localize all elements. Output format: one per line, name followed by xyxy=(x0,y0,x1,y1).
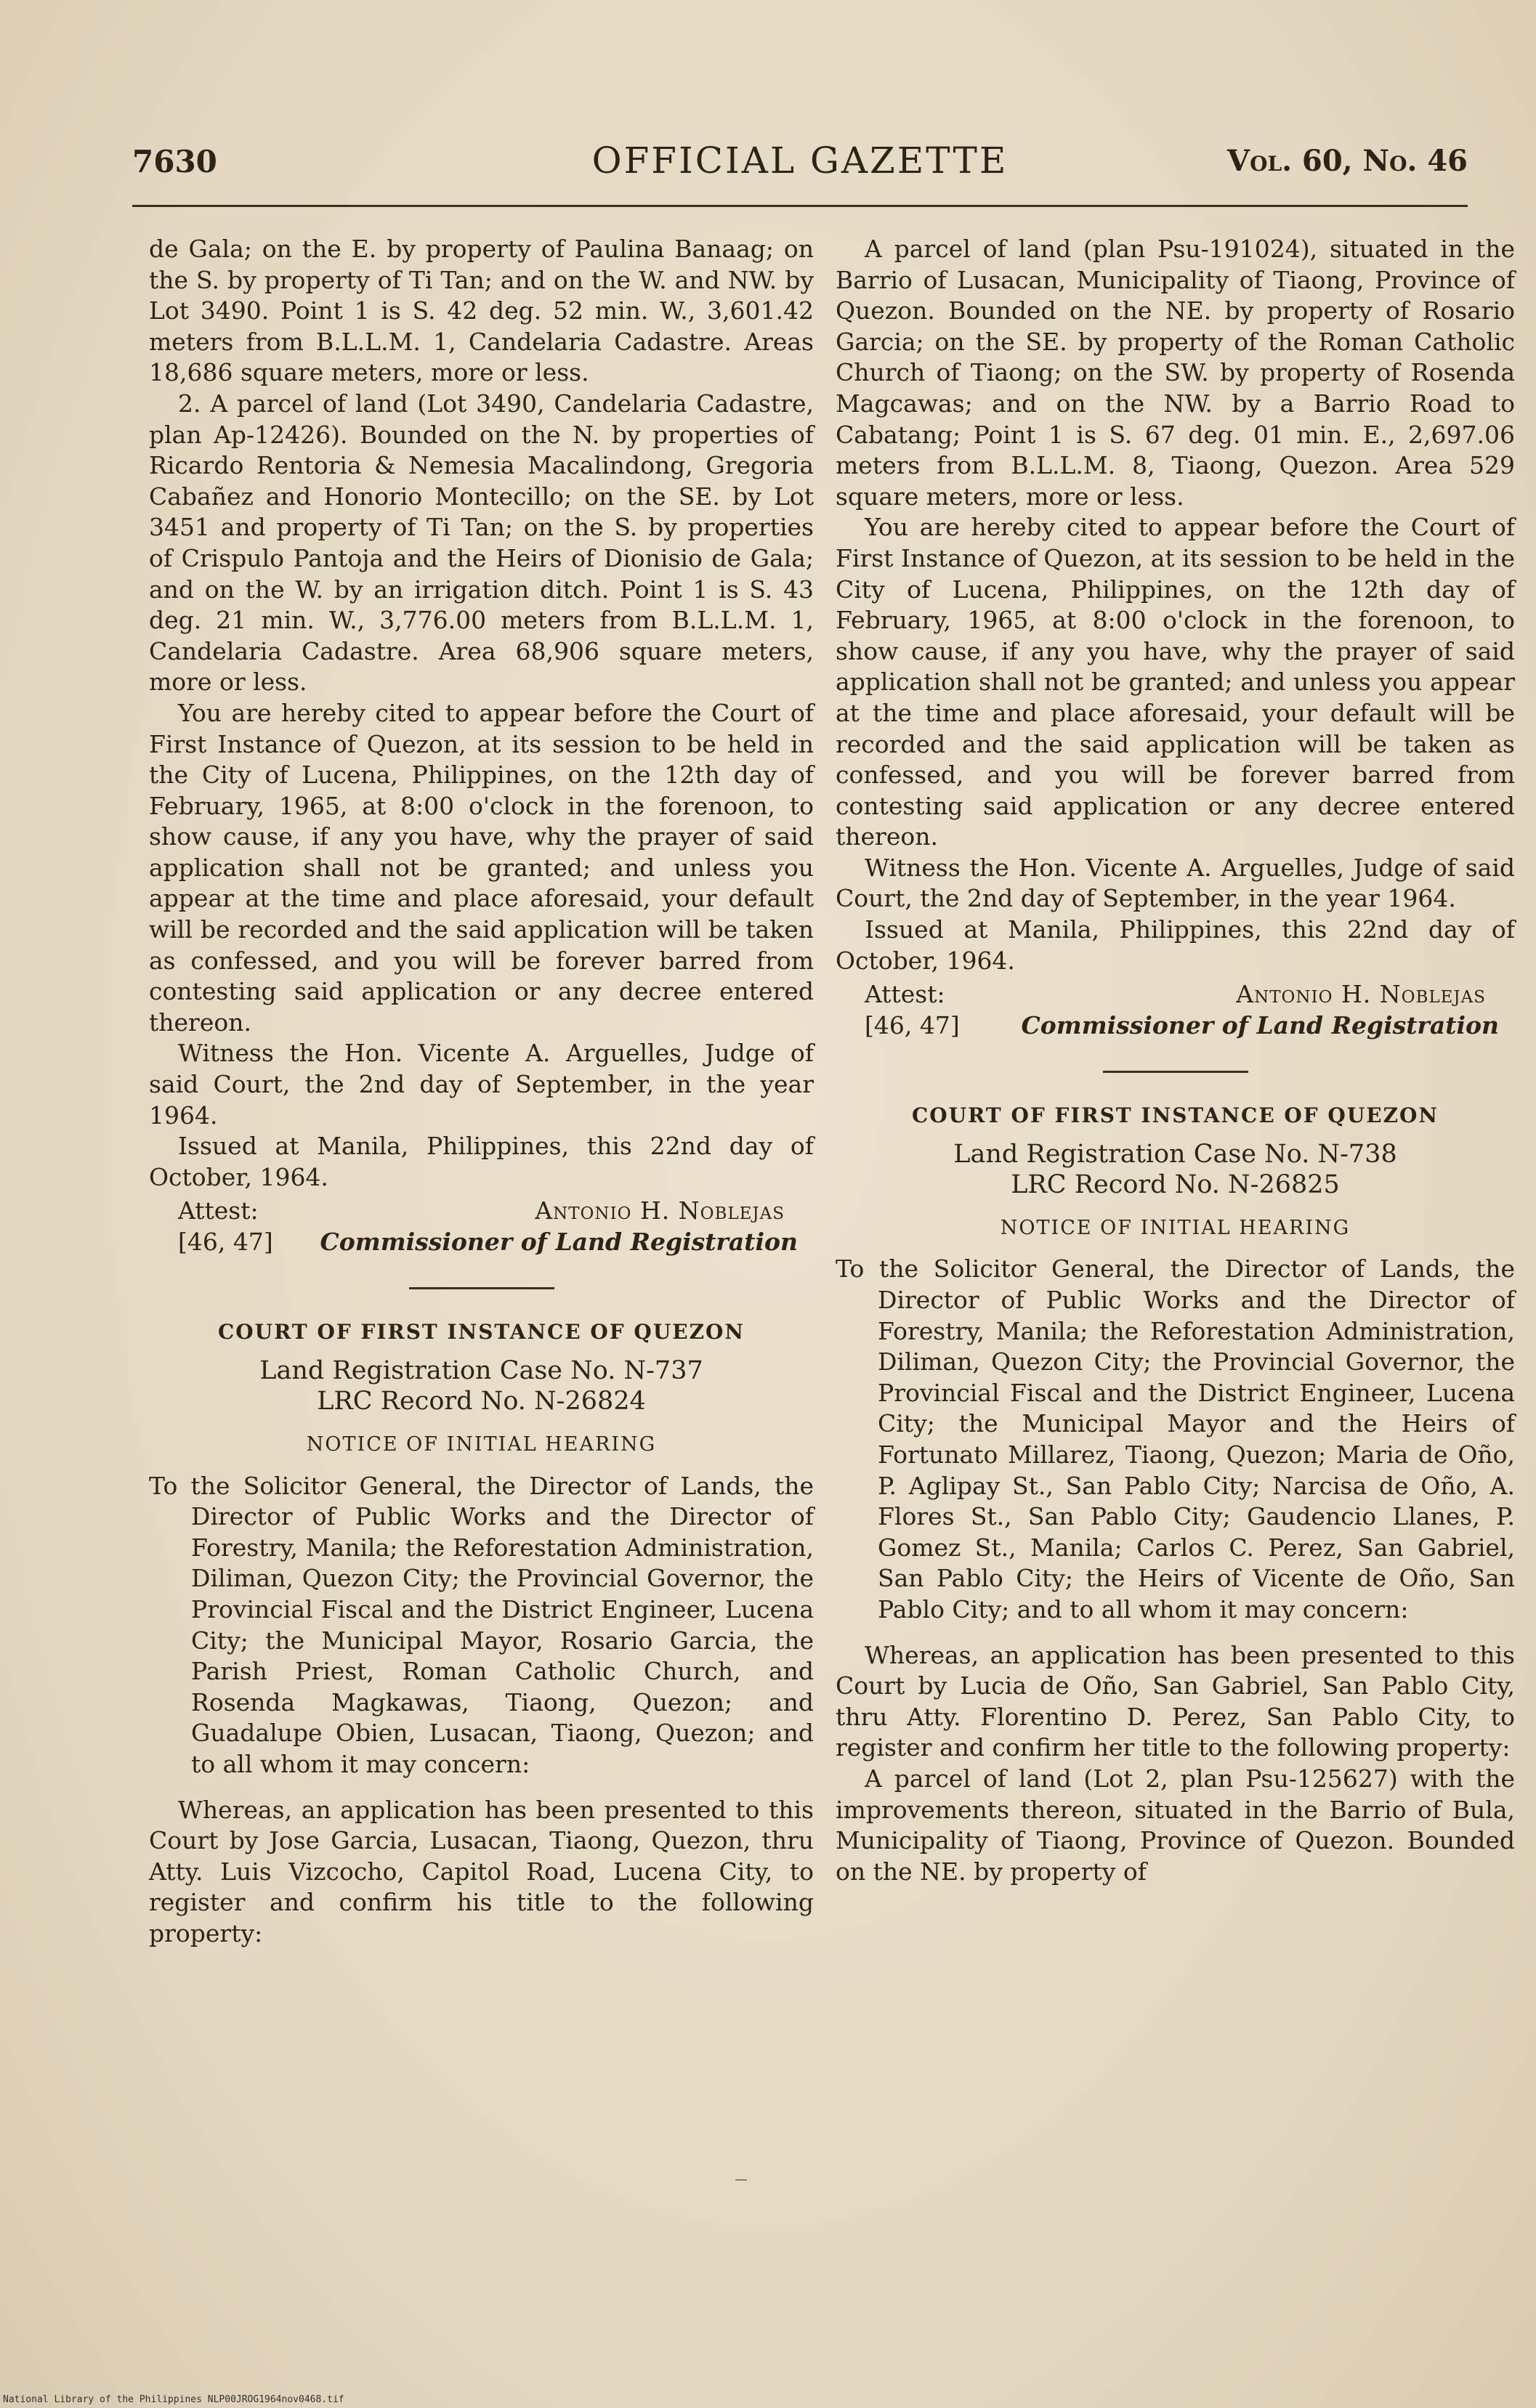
signature-row xyxy=(149,1227,814,1258)
attest-title: Commissioner of Land Registration xyxy=(1021,1011,1499,1040)
attest-title: Commissioner of Land Registration xyxy=(320,1228,798,1257)
paragraph: Whereas, an application has been presented to this Court by Jose Garcia, Lusacan, Tiaong, Quezon, thru Atty. Luis Vizcocho, Capitol Road, Lucena City, to register and confirm his title to the following property: xyxy=(149,1795,814,1947)
attest-label: Attest: xyxy=(178,1196,259,1225)
court-heading: COURT OF FIRST INSTANCE OF QUEZON xyxy=(217,1320,745,1345)
paragraph: Issued at Manila, Philippines, this 22nd day of October, 1964. xyxy=(836,915,1515,975)
issue-reference: [46, 47] xyxy=(865,1011,960,1040)
case-number: Land Registration Case No. N-737 xyxy=(259,1356,703,1385)
addressees: To the Solicitor General, the Director of Lands, the Director of Public Works and the Director of Forestry, Manila; the Reforestation Administration, Diliman, Quezon City; the Provincial Governor, the Provincial Fiscal and the District Engineer, Lucena City; the Municipal Mayor and the Heirs of Fortunato Millarez, Tiaong, Quezon; Maria de Oño, P. Aglipay St., San Pablo City; Narcisa de Oño, A. Flores St., San Pablo City; Gaudencio Llanes, P. Gomez St., Manila; Carlos C. Perez, San Gabriel, San Pablo City; the Heirs of Vicente de Oño, San Pablo City; and to all whom it may concern: xyxy=(836,1254,1515,1623)
paragraph: You are hereby cited to appear before the Court of First Instance of Quezon, at its session to be held in the City of Lucena, Philippines, on the 12th day of February, 1965, at 8:00 o'clock in the forenoon, to show cause, if any you have, why the prayer of said application shall not be granted; and unless you appear at the time and place aforesaid, your default will be recorded and the said application will be taken as confessed, and you will be forever barred from contesting said application or any decree entered thereon. xyxy=(149,698,814,1037)
signature-row xyxy=(836,1010,1515,1042)
page-header xyxy=(132,139,1468,195)
header-rule xyxy=(132,205,1468,207)
scan-footer: National Library of the Philippines NLP00JROG1964nov0468.tif xyxy=(3,2394,344,2405)
addressees: To the Solicitor General, the Director of Lands, the Director of Public Works and the Director of Forestry, Manila; the Reforestation Administration, Diliman, Quezon City; the Provincial Governor, the Provincial Fiscal and the District Engineer, Lucena City; the Municipal Mayor, Rosario Garcia, the Parish Priest, Roman Catholic Church, and Rosenda Magkawas, Tiaong, Quezon; and Guadalupe Obien, Lusacan, Tiaong, Quezon; and to all whom it may concern: xyxy=(149,1471,814,1778)
attest-name: Antonio H. Noblejas xyxy=(535,1196,785,1225)
lrc-record: LRC Record No. N-26825 xyxy=(1011,1169,1340,1199)
paragraph: 2. A parcel of land (Lot 3490, Candelaria Cadastre, plan Ap-12426). Bounded on the N. by properties of Ricardo Rentoria & Nemesia Macalindong, Gregoria Cabañez and Honorio Montecillo; on the SE. by Lot 3451 and property of Ti Tan; on the S. by properties of Crispulo Pantoja and the Heirs of Dionisio de Gala; and on the W. by an irrigation ditch. Point 1 is S. 43 deg. 21 min. W., 3,776.00 meters from B.L.L.M. 1, Candelaria Cadastre. Area 68,906 square meters, more or less. xyxy=(149,389,814,697)
paragraph: Whereas, an application has been presented to this Court by Lucia de Oño, San Gabriel, San Pablo City, thru Atty. Florentino D. Perez, San Pablo City, to register and confirm her title to the following property: xyxy=(836,1640,1515,1762)
volume-number: Vol. 60, No. 46 xyxy=(1227,144,1468,178)
paragraph: Witness the Hon. Vicente A. Arguelles, Judge of said Court, the 2nd day of September, in the year 1964. xyxy=(149,1039,814,1130)
attest-label: Attest: xyxy=(865,980,945,1009)
attest-row xyxy=(836,979,1515,1010)
right-column xyxy=(836,234,1515,1887)
paragraph: You are hereby cited to appear before the Court of First Instance of Quezon, at its session to be held in the City of Lucena, Philippines, on the 12th day of February, 1965, at 8:00 o'clock in the forenoon, to show cause, if any you have, why the prayer of said application shall not be granted; and unless you appear at the time and place aforesaid, your default will be recorded and the said application will be taken as confessed, and you will be forever barred from contesting said application or any decree entered thereon. xyxy=(836,513,1515,851)
section-divider xyxy=(1103,1071,1248,1073)
paragraph: Witness the Hon. Vicente A. Arguelles, Judge of said Court, the 2nd day of September, in the year 1964. xyxy=(836,853,1515,913)
case-number: Land Registration Case No. N-738 xyxy=(953,1139,1397,1169)
attest-row xyxy=(149,1196,814,1227)
court-heading: COURT OF FIRST INSTANCE OF QUEZON xyxy=(911,1103,1439,1128)
publication-title: OFFICIAL GAZETTE xyxy=(591,139,1008,182)
paragraph: A parcel of land (Lot 2, plan Psu-125627) with the improvements thereon, situated in the Barrio of Bula, Municipality of Tiaong, Province of Quezon. Bounded on the NE. by property of xyxy=(836,1764,1515,1886)
notice-heading: NOTICE OF INITIAL HEARING xyxy=(1000,1216,1351,1239)
paragraph: Issued at Manila, Philippines, this 22nd day of October, 1964. xyxy=(149,1132,814,1191)
scan-mark xyxy=(735,2179,747,2181)
page-number: 7630 xyxy=(132,144,217,179)
paragraph: A parcel of land (plan Psu-191024), situated in the Barrio of Lusacan, Municipality of Tiaong, Province of Quezon. Bounded on the NE. by property of Rosario Garcia; on the SE. by property of the Roman Catholic Church of Tiaong; on the SW. by property of Rosenda Magcawas; and on the NW. by a Barrio Road to Cabatang; Point 1 is S. 67 deg. 01 min. E., 2,697.06 meters from B.L.L.M. 8, Tiaong, Quezon. Area 529 square meters, more or less. xyxy=(836,235,1515,511)
attest-name: Antonio H. Noblejas xyxy=(1236,980,1486,1009)
paragraph: de Gala; on the E. by property of Paulina Banaag; on the S. by property of Ti Tan; and on the W. and NW. by Lot 3490. Point 1 is S. 42 deg. 52 min. W., 3,601.42 meters from B.L.L.M. 1, Candelaria Cadastre. Areas 18,686 square meters, more or less. xyxy=(149,235,814,387)
lrc-record: LRC Record No. N-26824 xyxy=(317,1387,646,1416)
left-column xyxy=(149,234,814,1950)
section-divider xyxy=(409,1287,554,1289)
issue-reference: [46, 47] xyxy=(178,1228,273,1257)
notice-heading: NOTICE OF INITIAL HEARING xyxy=(306,1433,657,1456)
